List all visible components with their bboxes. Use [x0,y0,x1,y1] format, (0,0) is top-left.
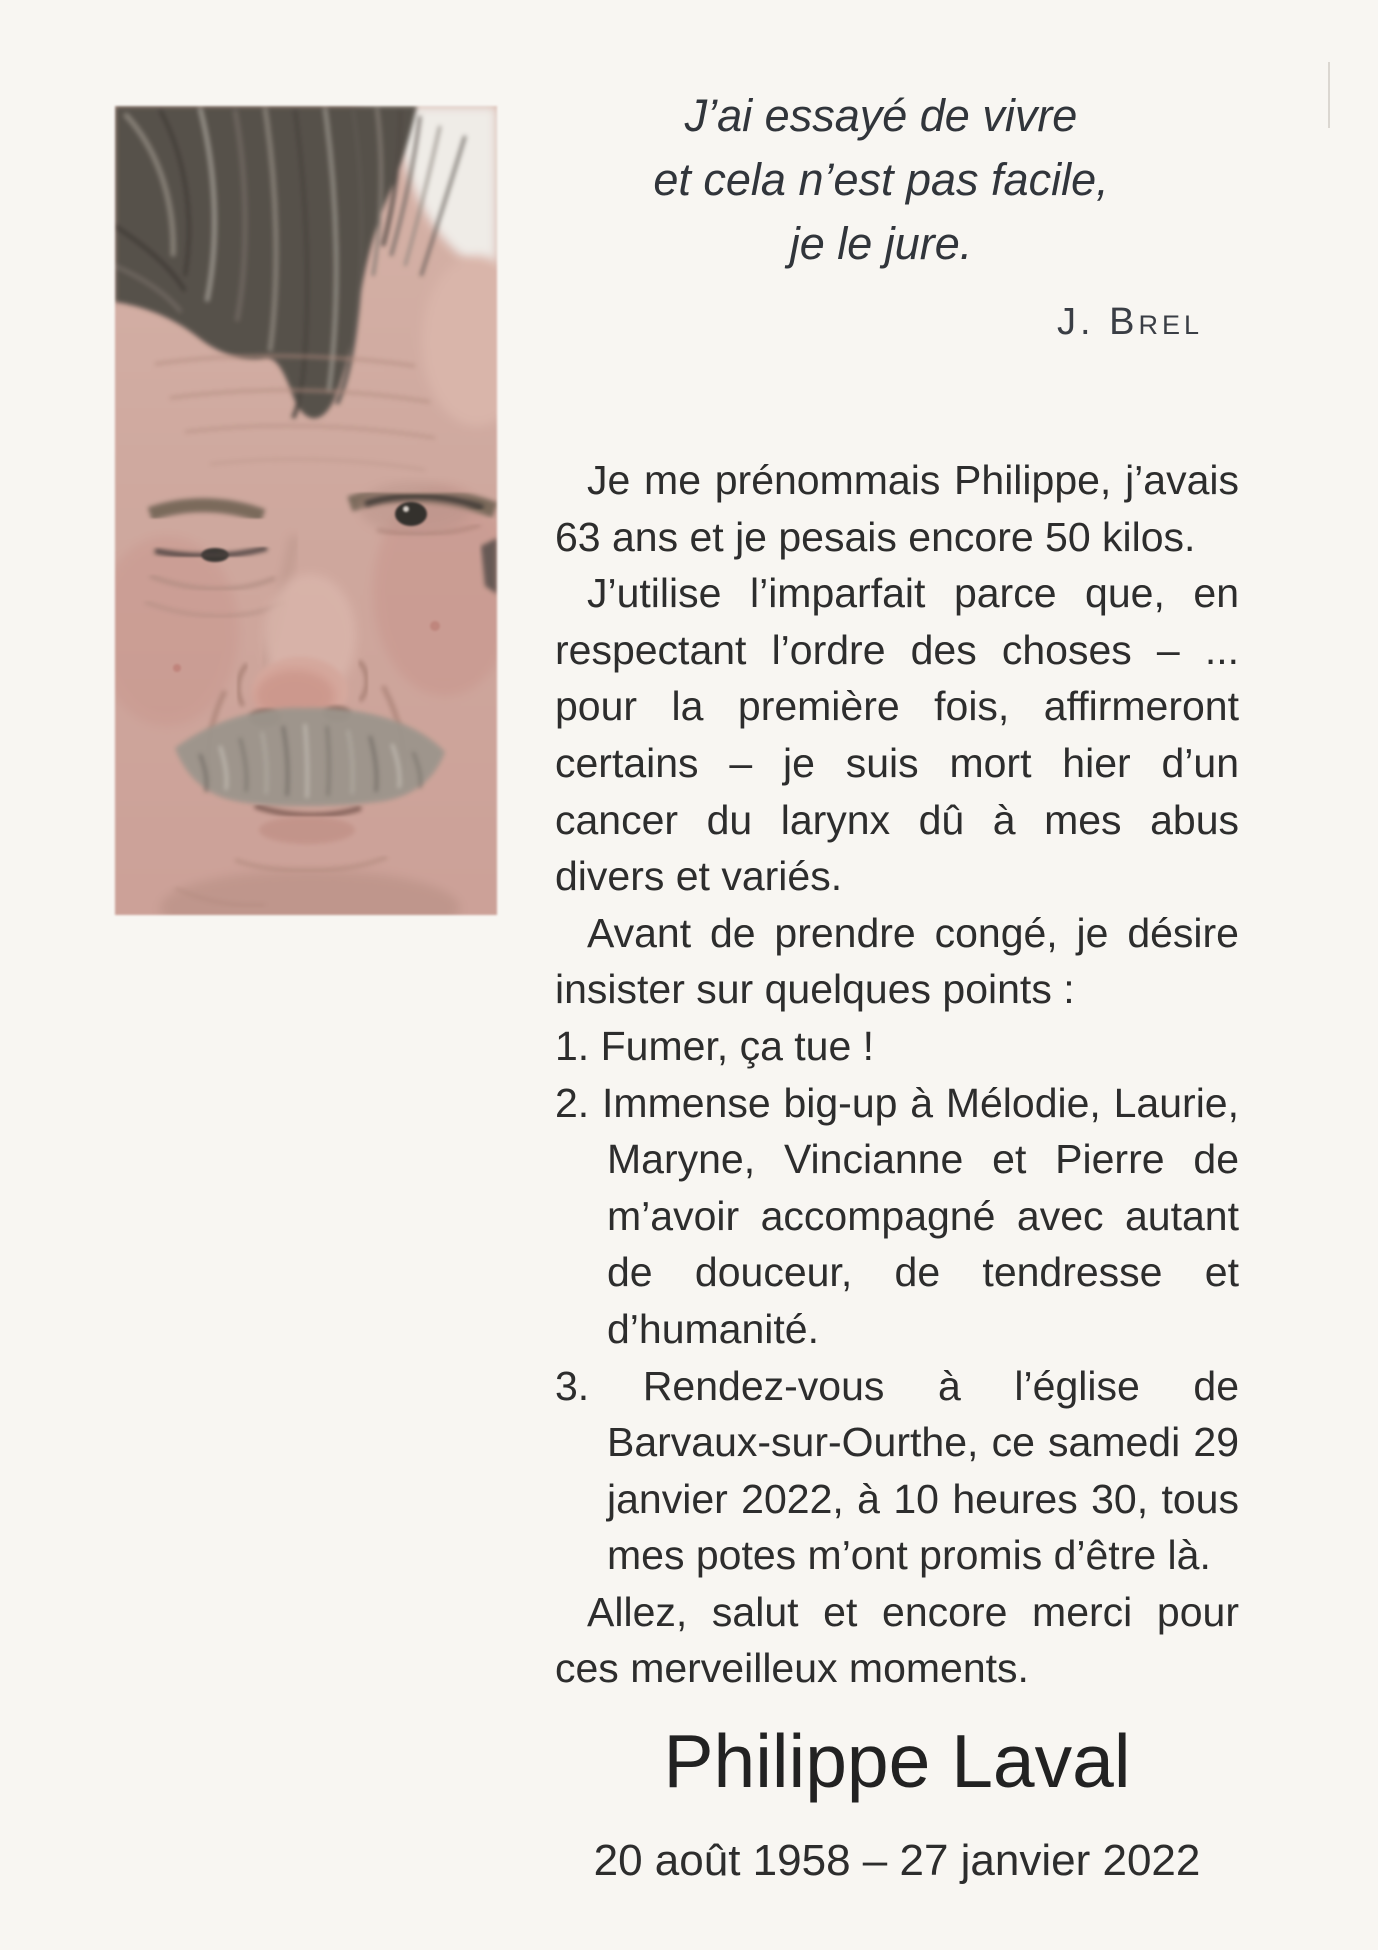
quote-block [545,84,1217,354]
scan-artifact-line [1328,62,1330,128]
list-item-2 [555,1075,1239,1358]
list-item-1-text: Fumer, ça tue ! [600,1022,875,1069]
closing-paragraph: Allez, salut et encore merci pour ces merveilleux moments. [555,1588,1239,1692]
life-dates: 20 août 1958 – 27 janvier 2022 [593,1836,1201,1885]
list-item-2-number: 2. [555,1079,590,1126]
portrait-photo-illustration [115,106,497,915]
body-paragraph-1: Je me prénommais Philippe, j’avais 63 ans et je pesais encore 50 kilos. [555,457,1239,560]
body-text [555,452,1239,1697]
body-paragraph-3: Avant de prendre congé, je désire insister sur quelques points : [555,909,1239,1013]
list-item-3-number: 3. [555,1362,590,1409]
list-item-3 [555,1358,1239,1584]
quote-attribution: J. Brel [1057,301,1203,343]
deceased-name: Philippe Laval [663,1719,1131,1803]
quote-line-2: et cela n’est pas facile, [653,154,1109,205]
list-item-3-text: Rendez-vous à l’église de Barvaux-sur-Ourthe, ce samedi 29 janvier 2022, à 10 heures 30, tous mes potes m’ont promis d’être là. [607,1362,1239,1579]
quote-line-1: J’ai essayé de vivre [684,90,1078,141]
list-item-1-number: 1. [555,1022,590,1069]
body-paragraph-2: J’utilise l’imparfait parce que, en respectant l’ordre des choses – ... pour la première fois, affirmeront certains – je suis mort hier d’un cancer du larynx dû à mes abus divers et variés. [555,570,1239,900]
quote-line-3: je le jure. [789,218,973,269]
list-item-2-text: Immense big-up à Mélodie, Laurie, Maryne, Vincianne et Pierre de m’avoir accompagné avec autant de douceur, de tendresse et d’humanité. [602,1079,1239,1352]
portrait-photo [115,106,497,915]
list-item-1 [555,1018,1239,1075]
